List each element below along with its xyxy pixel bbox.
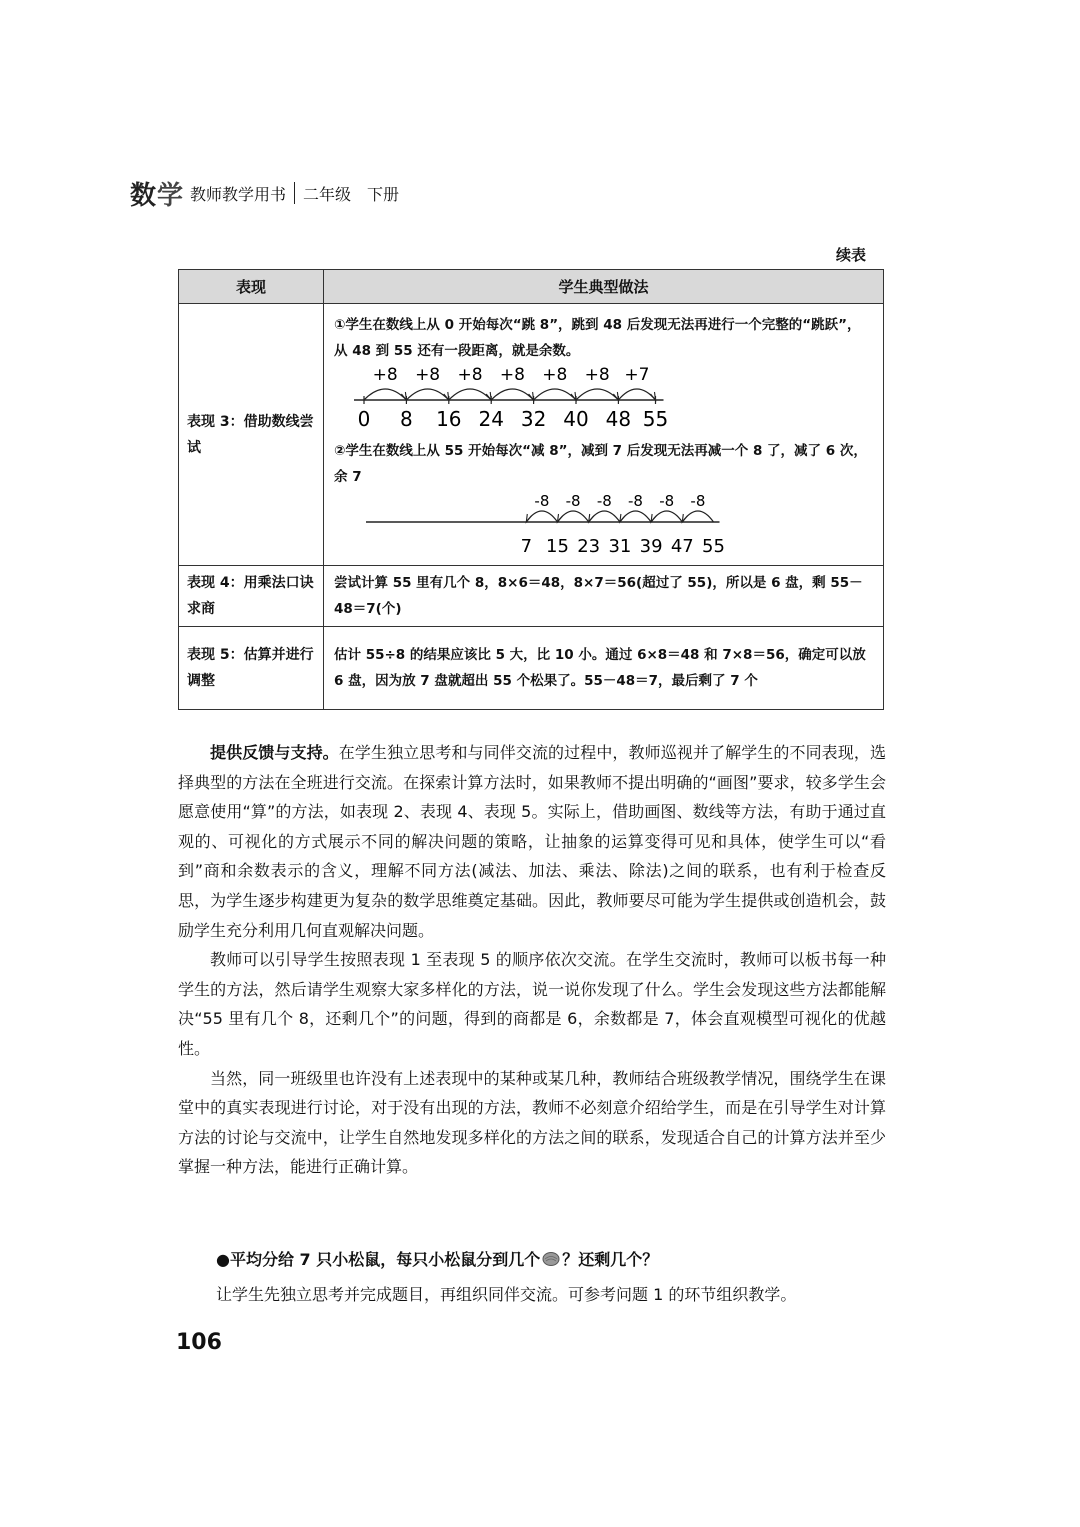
jump-label: -8 (690, 491, 706, 510)
tick-label: 55 (642, 406, 669, 431)
paragraph (178, 738, 886, 945)
pinecone-icon (542, 1250, 560, 1268)
tick-label: 15 (546, 535, 569, 557)
tick-label: 40 (563, 406, 589, 431)
table-row (179, 627, 884, 710)
tick-label: 16 (436, 406, 462, 431)
table-row (179, 566, 884, 627)
continued-label: 续表 (835, 246, 866, 264)
tick-label: 8 (400, 406, 413, 431)
table-header-row (179, 270, 884, 304)
jump-label: -8 (628, 491, 643, 510)
jump-label: +7 (624, 365, 650, 385)
question-followup: 让学生先独立思考并完成题目，再组织同伴交流。可参考问题 1 的环节组织教学。 (216, 1285, 797, 1304)
question-line (216, 1247, 658, 1270)
page-number: 106 (176, 1330, 222, 1355)
jump-label: +8 (584, 365, 610, 385)
header-divider (294, 182, 295, 204)
row-label: 表现 4：用乘法口诀求商 (179, 566, 324, 627)
jump-arc (534, 389, 576, 400)
methods-table (178, 269, 884, 710)
jump-label: +8 (457, 365, 483, 385)
tick-label: 39 (639, 535, 663, 557)
number-line-jump-forward (354, 366, 754, 438)
paragraph-text: 在学生独立思考和与同伴交流的过程中，教师巡视并了解学生的不同表现，选择典型的方法在全班进行交流。在探索计算方法时，如果教师不提出明确的“画图”要求，较多学生会愿意使用“算”的方法，如表现 2、表现 4、表现 5。实际上，借助画图、数线等方法，有助于通过直观的、可视化的方式展示不同的解决问题的策略，让抽象的运算变得可见和具体，使学生可以“看到”商和余数表示的含义，理解不同方法(减法、加法、乘法、除法)之间的联系，也有利于检查反思，为学生逐步构建更为复杂的数学思维奠定基础。因此，教师要尽可能为学生提供或创造机会，鼓励学生充分利用几何直观解决问题。 (178, 743, 886, 940)
jump-label: -8 (565, 491, 581, 510)
jump-label: +8 (415, 365, 441, 385)
tick-label: 24 (478, 406, 504, 431)
question-text: ●平均分给 7 只小松鼠，每只小松鼠分到几个 (216, 1250, 541, 1269)
tick-label: 0 (357, 406, 371, 431)
row-content: 估计 55÷8 的结果应该比 5 大，比 10 小。通过 6×8＝48 和 7×8＝56，确定可以放 6 盘，因为放 7 盘就超出 55 个松果了。55－48＝7，最后剩了 7 个 (324, 627, 884, 710)
number-line-jump-backward (354, 492, 794, 558)
row-content (324, 304, 884, 566)
method-text: ①学生在数线上从 0 开始每次“跳 8”，跳到 48 后发现无法再进行一个完整的“跳跃”，从 48 到 55 还有一段距离，就是余数。 (334, 316, 861, 359)
paragraph: 当然，同一班级里也许没有上述表现中的某种或某几种，教师结合班级教学情况，围绕学生在课堂中的真实表现进行讨论，对于没有出现的方法，教师不必刻意介绍给学生，而是在引导学生对计算方法的讨论与交流中，让学生自然地发现多样化的方法之间的联系，发现适合自己的计算方法并至少掌握一种方法，能进行正确计算。 (178, 1068, 886, 1177)
tick-label: 23 (577, 535, 601, 557)
jump-label: -8 (596, 491, 612, 510)
jump-label: +8 (542, 365, 568, 385)
page-header (130, 176, 399, 210)
method-text: ②学生在数线上从 55 开始每次“减 8”，减到 7 后发现无法再减一个 8 了，减了 6 次，余 7 (334, 442, 867, 485)
col-header-performance: 表现 (179, 270, 324, 304)
tick-label: 32 (520, 406, 547, 431)
paragraph: 教师可以引导学生按照表现 1 至表现 5 的顺序依次交流。在学生交流时，教师可以板书每一种学生的方法，然后请学生观察大家多样化的方法，说一说你发现了什么。学生会发现这些方法都能解决“55 里有几个 8，还剩几个”的问题，得到的商都是 6，余数都是 7，体会直观模型可视化的优越性。 (178, 950, 886, 1058)
row-label: 表现 3：借助数线尝试 (179, 304, 324, 566)
tick-label: 55 (702, 535, 725, 557)
jump-label: +8 (499, 365, 525, 385)
tick-label: 48 (605, 406, 632, 431)
jump-arc (406, 389, 448, 400)
tick-label: 7 (520, 535, 533, 557)
jump-arc (618, 389, 655, 400)
row-content: 尝试计算 55 里有几个 8，8×6＝48，8×7＝56(超过了 55)，所以是 6 盘，剩 55－48＝7(个) (324, 566, 884, 627)
jump-arc (576, 389, 618, 400)
jump-label: -8 (534, 491, 550, 510)
jump-arc (449, 389, 491, 400)
jump-label: -8 (659, 491, 675, 510)
col-header-method: 学生典型做法 (324, 270, 884, 304)
paragraph-heading: 提供反馈与支持。 (210, 743, 339, 762)
grade-label: 二年级 下册 (303, 184, 400, 204)
jump-label: +8 (372, 365, 398, 385)
question-text: ？还剩几个？ (562, 1250, 659, 1269)
row-label: 表现 5：估算并进行调整 (179, 627, 324, 710)
main-text (178, 738, 886, 1182)
tick-label: 31 (608, 535, 632, 557)
subject-logo: 数学 (130, 180, 185, 211)
book-title: 教师教学用书 (190, 184, 287, 204)
jump-arc (491, 389, 533, 400)
tick-label: 47 (670, 535, 694, 557)
table-row (179, 304, 884, 566)
jump-arc (364, 389, 406, 400)
